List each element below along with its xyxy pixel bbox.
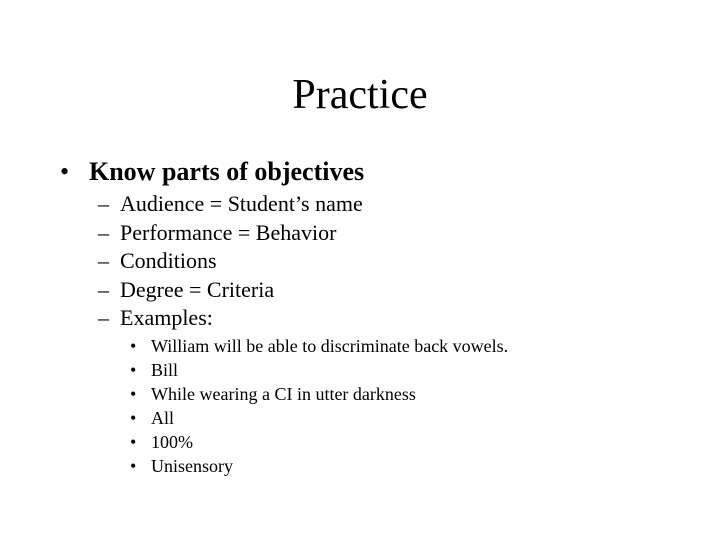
dash-marker: – <box>98 191 109 216</box>
main-bullet-text: Know parts of objectives <box>89 157 365 186</box>
sub-point-text: Conditions <box>120 248 217 273</box>
bullet-marker: • <box>130 432 137 452</box>
bullet-marker: • <box>130 456 137 476</box>
example-text: 100% <box>151 432 193 452</box>
example-text: All <box>151 408 175 428</box>
sub-point-text: Performance = Behavior <box>120 219 337 245</box>
bullet-marker: • <box>130 336 137 356</box>
dash-marker: – <box>98 248 109 273</box>
sub-point-text: Examples: <box>120 305 213 330</box>
bullet-marker: • <box>130 408 137 428</box>
example-text: While wearing a CI in utter darkness <box>151 384 416 404</box>
example-text: William will be able to discriminate back vowels. <box>151 336 509 356</box>
bullet-marker: • <box>130 360 137 380</box>
bullet-marker: • <box>60 157 70 186</box>
dash-marker: – <box>98 276 109 302</box>
dash-marker: – <box>98 305 109 330</box>
dash-marker: – <box>98 219 109 245</box>
sub-point-text: Degree = Criteria <box>120 276 275 302</box>
slide-title: Practice <box>292 72 428 118</box>
example-text: Bill <box>151 360 179 380</box>
bullet-marker: • <box>130 384 137 404</box>
example-text: Unisensory <box>151 456 233 476</box>
sub-point-text: Audience = Student’s name <box>120 191 363 216</box>
